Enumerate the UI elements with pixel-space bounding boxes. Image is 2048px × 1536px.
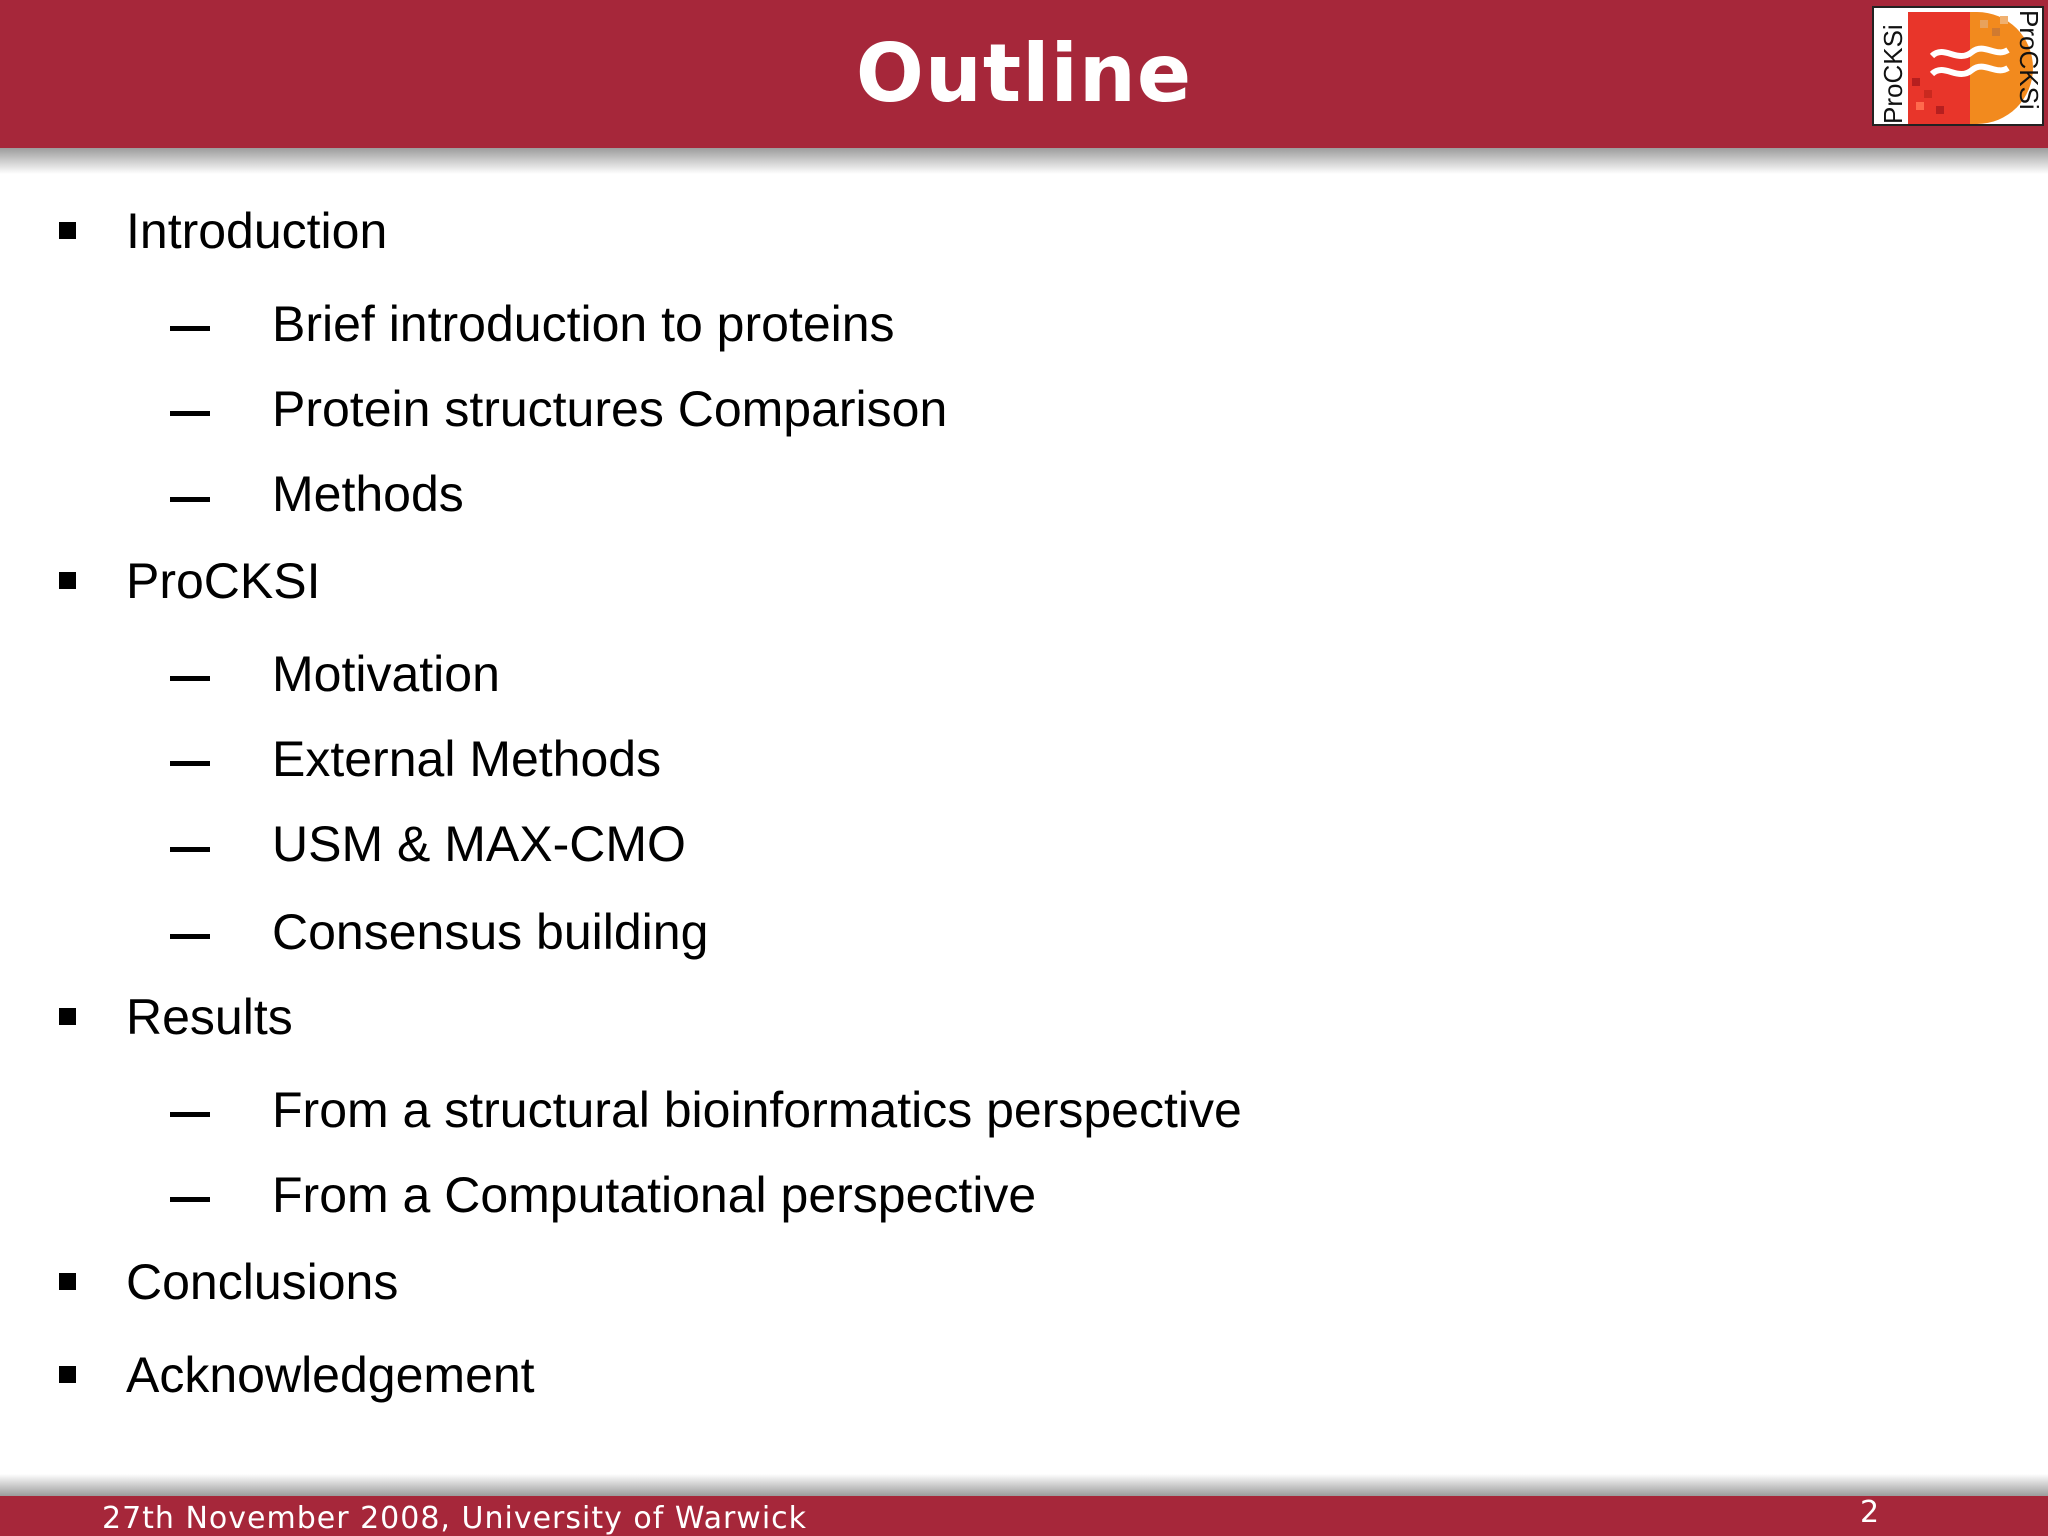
bullet-square bbox=[59, 572, 76, 589]
sub-item-structures-comparison: Protein structures Comparison bbox=[272, 381, 948, 437]
outline-item-introduction: Introduction bbox=[126, 203, 388, 259]
page-number: 2 bbox=[1860, 1495, 1880, 1530]
outline-item-acknowledgement: Acknowledgement bbox=[126, 1347, 535, 1403]
sub-item-methods: Methods bbox=[272, 466, 464, 522]
sub-dash bbox=[170, 1112, 210, 1117]
footer-shadow bbox=[0, 1474, 2048, 1496]
bullet-square bbox=[59, 1366, 76, 1383]
sub-dash bbox=[170, 934, 210, 939]
sub-dash bbox=[170, 761, 210, 766]
sub-item-consensus-building: Consensus building bbox=[272, 904, 709, 960]
bullet-square bbox=[59, 222, 76, 239]
outline-item-procksi: ProCKSI bbox=[126, 553, 321, 609]
bullet-square bbox=[59, 1273, 76, 1290]
logo-wordmark-left: ProCKSi bbox=[1878, 24, 1908, 124]
sub-dash bbox=[170, 497, 210, 502]
sub-item-brief-introduction: Brief introduction to proteins bbox=[272, 296, 895, 352]
bullet-square bbox=[59, 1008, 76, 1025]
sub-dash bbox=[170, 847, 210, 852]
sub-dash bbox=[170, 326, 210, 331]
sub-dash bbox=[170, 1197, 210, 1202]
sub-item-usm-max-cmo: USM & MAX-CMO bbox=[272, 816, 686, 872]
outline-item-conclusions: Conclusions bbox=[126, 1254, 399, 1310]
sub-dash bbox=[170, 411, 210, 416]
sub-item-external-methods: External Methods bbox=[272, 731, 662, 787]
outline-item-results: Results bbox=[126, 989, 293, 1045]
sub-item-motivation: Motivation bbox=[272, 646, 500, 702]
footer-caption: 27th November 2008, University of Warwick bbox=[102, 1501, 808, 1536]
sub-item-structural-perspective: From a structural bioinformatics perspective bbox=[272, 1082, 1242, 1138]
sub-item-computational-perspective: From a Computational perspective bbox=[272, 1167, 1037, 1223]
slide-title: Outline bbox=[855, 27, 1193, 120]
logo-wordmark-right: ProCKSi bbox=[2014, 10, 2044, 110]
sub-dash bbox=[170, 676, 210, 681]
